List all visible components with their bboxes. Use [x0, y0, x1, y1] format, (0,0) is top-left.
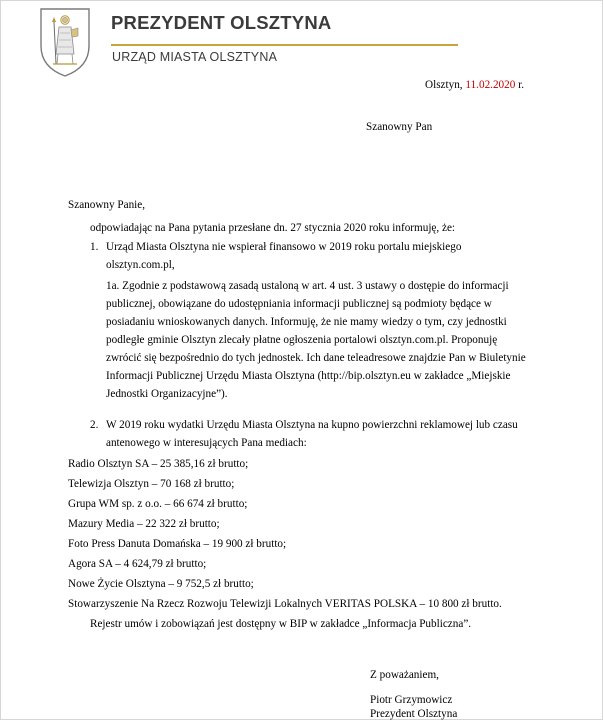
dateline-date: 11.02.2020: [465, 79, 516, 91]
item-1a-line: posiadaniu wnioskowanych danych. Informuję, że nie mamy wiedzy o tym, czy jednostki: [106, 316, 507, 328]
expense-item: Stowarzyszenie Na Rzecz Rozwoju Telewizji Lokalnych VERITAS POLSKA – 10 800 zł brutto.: [68, 598, 502, 610]
item-1a-line: 1a. Zgodnie z podstawową zasadą ustaloną w art. 4 ust. 3 ustawy o dostępie do informacji: [106, 280, 509, 292]
signature-title: Prezydent Olsztyna: [370, 708, 458, 720]
expense-item: Telewizja Olsztyn – 70 168 zł brutto;: [68, 478, 235, 490]
registry-note: Rejestr umów i zobowiązań jest dostępny w BIP w zakładce „Informacja Publiczna”.: [90, 618, 472, 630]
letterhead-divider: [111, 44, 458, 46]
expense-item: Nowe Życie Olsztyna – 9 752,5 zł brutto;: [68, 578, 254, 590]
item-2-number: 2.: [90, 419, 99, 431]
city-coat-of-arms-icon: [38, 6, 92, 78]
expense-item: Mazury Media – 22 322 zł brutto;: [68, 518, 220, 530]
item-1a-line: podległe gminie Olsztyn zlecały płatne ogłoszenia portalowi olsztyn.com.pl. Proponuję: [106, 334, 498, 346]
expense-item: Foto Press Danuta Domańska – 19 900 zł brutto;: [68, 538, 287, 550]
dateline-suffix: r.: [515, 79, 525, 91]
item-2-line: W 2019 roku wydatki Urzędu Miasta Olsztyna na kupno powierzchni reklamowej lub czasu: [106, 419, 518, 431]
dateline: [425, 78, 524, 92]
item-1a-line: publicznej, obowiązane do udostępniania informacji publicznej są podmioty będące w: [106, 298, 492, 310]
item-1-number: 1.: [90, 241, 99, 253]
item-1-line: olsztyn.com.pl,: [106, 259, 175, 271]
item-1a-line: zwrócić się bezpośrednio do tych jednostek. Ich dane teleadresowe znajdzie Pan w Biuletynie: [106, 352, 526, 364]
item-1-line: Urząd Miasta Olsztyna nie wspierał finansowo w 2019 roku portalu miejskiego: [106, 241, 462, 253]
recipient: Szanowny Pan: [366, 121, 433, 133]
signature-name: Piotr Grzymowicz: [370, 694, 453, 706]
letterhead-title: PREZYDENT OLSZTYNA: [111, 12, 332, 33]
expense-item: Agora SA – 4 624,79 zł brutto;: [68, 558, 207, 570]
item-1a-line: Jednostki Organizacyjne”).: [106, 388, 228, 400]
salutation: Szanowny Panie,: [68, 199, 146, 211]
closing: Z poważaniem,: [370, 669, 439, 681]
dateline-place: Olsztyn,: [425, 79, 466, 91]
item-2-line: antenowego w interesujących Pana mediach:: [106, 437, 307, 449]
item-1a-line: Informacji Publicznej Urzędu Miasta Olsztyna (http://bip.olsztyn.eu w zakładce „Miejskie: [106, 370, 511, 382]
expense-item: Radio Olsztyn SA – 25 385,16 zł brutto;: [68, 458, 249, 470]
intro-paragraph: odpowiadając na Pana pytania przesłane dn. 27 stycznia 2020 roku informuję, że:: [90, 222, 456, 234]
expense-item: Grupa WM sp. z o.o. – 66 674 zł brutto;: [68, 498, 248, 510]
letterhead-subtitle: URZĄD MIASTA OLSZTYNA: [112, 50, 278, 64]
